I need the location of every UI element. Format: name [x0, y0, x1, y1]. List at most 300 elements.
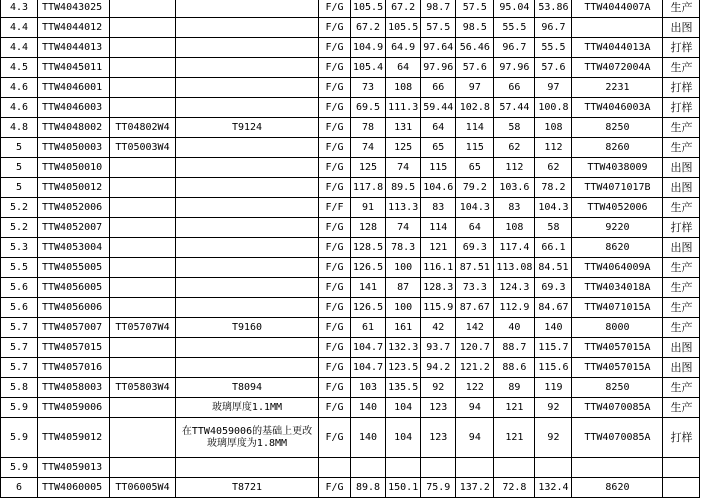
dim-4-cell: 122	[456, 378, 494, 398]
code-cell: TTW4046001	[38, 78, 110, 98]
dim-5-cell: 97.96	[494, 58, 535, 78]
model-cell	[176, 18, 319, 38]
dim-1-cell: 103	[351, 378, 386, 398]
table-row	[1, 318, 700, 338]
dim-2-cell: 105.5	[386, 18, 421, 38]
num-cell: 4.6	[1, 98, 38, 118]
dim-3-cell: 114	[421, 218, 456, 238]
model-cell	[176, 58, 319, 78]
num-cell: 5.9	[1, 458, 38, 478]
code-cell: TTW4046003	[38, 98, 110, 118]
code-cell: TTW4059013	[38, 458, 110, 478]
dim-2-cell: 150.1	[386, 478, 421, 498]
type-cell: F/G	[319, 478, 351, 498]
dim-4-cell: 137.2	[456, 478, 494, 498]
code-cell: TTW4045011	[38, 58, 110, 78]
dim-2-cell: 104	[386, 418, 421, 458]
num-cell: 5	[1, 158, 38, 178]
status-cell: 生产	[663, 118, 700, 138]
ref-code-cell: TTW4046003A	[572, 98, 663, 118]
dim-1-cell: 126.5	[351, 258, 386, 278]
sub-code-cell: TT05003W4	[110, 138, 176, 158]
dim-2-cell: 67.2	[386, 0, 421, 18]
ref-code-cell: 8260	[572, 138, 663, 158]
dim-5-cell: 55.5	[494, 18, 535, 38]
sub-code-cell	[110, 278, 176, 298]
num-cell: 4.5	[1, 58, 38, 78]
dim-2-cell: 100	[386, 258, 421, 278]
status-cell: 生产	[663, 198, 700, 218]
dim-6-cell: 108	[535, 118, 572, 138]
table-row	[1, 338, 700, 358]
type-cell: F/G	[319, 38, 351, 58]
dim-6-cell: 115.6	[535, 358, 572, 378]
dim-2-cell: 123.5	[386, 358, 421, 378]
dim-6-cell: 53.86	[535, 0, 572, 18]
type-cell: F/G	[319, 58, 351, 78]
status-cell: 打样	[663, 78, 700, 98]
dim-5-cell: 40	[494, 318, 535, 338]
table-body	[1, 0, 700, 498]
dim-4-cell: 114	[456, 118, 494, 138]
dim-3-cell: 66	[421, 78, 456, 98]
dim-3-cell: 57.5	[421, 18, 456, 38]
dim-6-cell: 57.6	[535, 58, 572, 78]
dim-3-cell: 64	[421, 118, 456, 138]
code-cell: TTW4056006	[38, 298, 110, 318]
dim-1-cell: 69.5	[351, 98, 386, 118]
dim-1-cell: 105.4	[351, 58, 386, 78]
status-cell	[663, 478, 700, 498]
table-row	[1, 18, 700, 38]
code-cell: TTW4053004	[38, 238, 110, 258]
dim-4-cell: 57.5	[456, 0, 494, 18]
type-cell: F/F	[319, 198, 351, 218]
ref-code-cell: TTW4070085A	[572, 398, 663, 418]
status-cell: 打样	[663, 418, 700, 458]
sub-code-cell: TT06005W4	[110, 478, 176, 498]
model-cell	[176, 198, 319, 218]
dim-6-cell: 62	[535, 158, 572, 178]
num-cell: 5.7	[1, 358, 38, 378]
dim-3-cell: 93.7	[421, 338, 456, 358]
dim-4-cell	[456, 458, 494, 478]
dim-5-cell: 88.6	[494, 358, 535, 378]
model-cell	[176, 138, 319, 158]
status-cell: 出图	[663, 238, 700, 258]
dim-5-cell: 96.7	[494, 38, 535, 58]
type-cell: F/G	[319, 298, 351, 318]
status-cell	[663, 458, 700, 478]
ref-code-cell: TTW4071017B	[572, 178, 663, 198]
dim-3-cell: 115	[421, 158, 456, 178]
status-cell: 出图	[663, 338, 700, 358]
dim-6-cell: 115.7	[535, 338, 572, 358]
status-cell: 出图	[663, 358, 700, 378]
dim-4-cell: 142	[456, 318, 494, 338]
code-cell: TTW4044012	[38, 18, 110, 38]
dim-5-cell	[494, 458, 535, 478]
table-row	[1, 58, 700, 78]
dim-6-cell: 97	[535, 78, 572, 98]
dim-5-cell: 121	[494, 418, 535, 458]
dim-2-cell	[386, 458, 421, 478]
num-cell: 5.6	[1, 298, 38, 318]
type-cell	[319, 458, 351, 478]
dim-2-cell: 87	[386, 278, 421, 298]
dim-6-cell: 84.67	[535, 298, 572, 318]
dim-4-cell: 64	[456, 218, 494, 238]
status-cell: 出图	[663, 18, 700, 38]
code-cell: TTW4050003	[38, 138, 110, 158]
type-cell: F/G	[319, 258, 351, 278]
ref-code-cell	[572, 18, 663, 38]
table-row	[1, 238, 700, 258]
num-cell: 5.9	[1, 418, 38, 458]
num-cell: 4.8	[1, 118, 38, 138]
status-cell: 生产	[663, 138, 700, 158]
dim-3-cell: 98.7	[421, 0, 456, 18]
sub-code-cell	[110, 398, 176, 418]
dim-6-cell: 55.5	[535, 38, 572, 58]
type-cell: F/G	[319, 158, 351, 178]
dim-5-cell: 103.6	[494, 178, 535, 198]
dim-3-cell	[421, 458, 456, 478]
dim-5-cell: 108	[494, 218, 535, 238]
status-cell: 打样	[663, 38, 700, 58]
dim-3-cell: 92	[421, 378, 456, 398]
dim-2-cell: 78.3	[386, 238, 421, 258]
table-row	[1, 398, 700, 418]
dim-1-cell: 89.8	[351, 478, 386, 498]
dim-5-cell: 117.4	[494, 238, 535, 258]
dim-2-cell: 104	[386, 398, 421, 418]
type-cell: F/G	[319, 278, 351, 298]
type-cell: F/G	[319, 0, 351, 18]
ref-code-cell: TTW4072004A	[572, 58, 663, 78]
model-cell	[176, 358, 319, 378]
type-cell: F/G	[319, 218, 351, 238]
code-cell: TTW4050010	[38, 158, 110, 178]
status-cell: 打样	[663, 98, 700, 118]
dim-3-cell: 83	[421, 198, 456, 218]
sub-code-cell	[110, 298, 176, 318]
model-cell	[176, 98, 319, 118]
status-cell: 出图	[663, 178, 700, 198]
dim-2-cell: 64	[386, 58, 421, 78]
dim-6-cell: 58	[535, 218, 572, 238]
dim-5-cell: 58	[494, 118, 535, 138]
ref-code-cell: TTW4057015A	[572, 358, 663, 378]
dim-5-cell: 112.9	[494, 298, 535, 318]
table-row	[1, 218, 700, 238]
num-cell: 5.5	[1, 258, 38, 278]
num-cell: 5	[1, 178, 38, 198]
sub-code-cell	[110, 258, 176, 278]
model-cell: T9124	[176, 118, 319, 138]
dim-4-cell: 121.2	[456, 358, 494, 378]
sub-code-cell	[110, 78, 176, 98]
dim-5-cell: 112	[494, 158, 535, 178]
sub-code-cell	[110, 238, 176, 258]
dim-2-cell: 89.5	[386, 178, 421, 198]
dim-2-cell: 125	[386, 138, 421, 158]
num-cell: 5.7	[1, 338, 38, 358]
model-cell	[176, 218, 319, 238]
dim-2-cell: 74	[386, 218, 421, 238]
dim-1-cell: 125	[351, 158, 386, 178]
dim-4-cell: 87.67	[456, 298, 494, 318]
dim-1-cell	[351, 458, 386, 478]
model-cell	[176, 338, 319, 358]
code-cell: TTW4052007	[38, 218, 110, 238]
model-cell: 在TTW4059006的基础上更改玻璃厚度为1.8MM	[176, 418, 319, 458]
table-row	[1, 158, 700, 178]
dim-6-cell: 69.3	[535, 278, 572, 298]
model-cell	[176, 38, 319, 58]
table-row	[1, 98, 700, 118]
dim-5-cell: 62	[494, 138, 535, 158]
model-cell: T8094	[176, 378, 319, 398]
table-row	[1, 418, 700, 458]
dim-2-cell: 131	[386, 118, 421, 138]
num-cell: 5.9	[1, 398, 38, 418]
dim-2-cell: 111.3	[386, 98, 421, 118]
type-cell: F/G	[319, 398, 351, 418]
status-cell: 出图	[663, 158, 700, 178]
ref-code-cell: TTW4044013A	[572, 38, 663, 58]
dim-3-cell: 104.6	[421, 178, 456, 198]
num-cell: 5.2	[1, 198, 38, 218]
num-cell: 4.4	[1, 18, 38, 38]
sub-code-cell	[110, 58, 176, 78]
model-cell	[176, 178, 319, 198]
dim-3-cell: 65	[421, 138, 456, 158]
dim-4-cell: 94	[456, 398, 494, 418]
type-cell: F/G	[319, 18, 351, 38]
table-row	[1, 358, 700, 378]
ref-code-cell: TTW4057015A	[572, 338, 663, 358]
dim-4-cell: 57.6	[456, 58, 494, 78]
dim-1-cell: 140	[351, 398, 386, 418]
dim-3-cell: 116.1	[421, 258, 456, 278]
sub-code-cell	[110, 158, 176, 178]
dim-3-cell: 94.2	[421, 358, 456, 378]
table-row	[1, 258, 700, 278]
code-cell: TTW4050012	[38, 178, 110, 198]
dim-6-cell: 112	[535, 138, 572, 158]
dim-4-cell: 79.2	[456, 178, 494, 198]
sub-code-cell	[110, 218, 176, 238]
dim-5-cell: 89	[494, 378, 535, 398]
dim-4-cell: 94	[456, 418, 494, 458]
sub-code-cell	[110, 358, 176, 378]
code-cell: TTW4043025	[38, 0, 110, 18]
sub-code-cell	[110, 0, 176, 18]
dim-6-cell: 96.7	[535, 18, 572, 38]
dim-6-cell: 66.1	[535, 238, 572, 258]
dim-3-cell: 115.9	[421, 298, 456, 318]
model-cell	[176, 158, 319, 178]
dim-5-cell: 83	[494, 198, 535, 218]
num-cell: 4.4	[1, 38, 38, 58]
model-cell	[176, 258, 319, 278]
dim-6-cell: 78.2	[535, 178, 572, 198]
table-row	[1, 178, 700, 198]
dim-2-cell: 132.3	[386, 338, 421, 358]
sub-code-cell	[110, 338, 176, 358]
status-cell: 生产	[663, 58, 700, 78]
dim-4-cell: 65	[456, 158, 494, 178]
status-cell: 生产	[663, 378, 700, 398]
dim-1-cell: 91	[351, 198, 386, 218]
dim-1-cell: 128	[351, 218, 386, 238]
num-cell: 4.6	[1, 78, 38, 98]
ref-code-cell: TTW4034018A	[572, 278, 663, 298]
dim-6-cell: 92	[535, 398, 572, 418]
dim-2-cell: 100	[386, 298, 421, 318]
dim-3-cell: 123	[421, 418, 456, 458]
ref-code-cell: TTW4044007A	[572, 0, 663, 18]
code-cell: TTW4044013	[38, 38, 110, 58]
dim-2-cell: 135.5	[386, 378, 421, 398]
code-cell: TTW4055005	[38, 258, 110, 278]
status-cell: 生产	[663, 278, 700, 298]
model-cell	[176, 78, 319, 98]
dim-5-cell: 95.04	[494, 0, 535, 18]
dim-5-cell: 121	[494, 398, 535, 418]
code-cell: TTW4052006	[38, 198, 110, 218]
num-cell: 5.6	[1, 278, 38, 298]
dim-1-cell: 61	[351, 318, 386, 338]
sub-code-cell	[110, 418, 176, 458]
dim-2-cell: 113.3	[386, 198, 421, 218]
ref-code-cell: TTW4070085A	[572, 418, 663, 458]
dim-1-cell: 141	[351, 278, 386, 298]
table-row	[1, 78, 700, 98]
code-cell: TTW4056005	[38, 278, 110, 298]
code-cell: TTW4059012	[38, 418, 110, 458]
dim-4-cell: 115	[456, 138, 494, 158]
model-cell: T9160	[176, 318, 319, 338]
dim-3-cell: 75.9	[421, 478, 456, 498]
sub-code-cell: TT04802W4	[110, 118, 176, 138]
model-cell	[176, 298, 319, 318]
table-row	[1, 278, 700, 298]
dim-5-cell: 66	[494, 78, 535, 98]
sub-code-cell: TT05803W4	[110, 378, 176, 398]
dim-5-cell: 124.3	[494, 278, 535, 298]
dim-6-cell	[535, 458, 572, 478]
dim-4-cell: 104.3	[456, 198, 494, 218]
sub-code-cell	[110, 98, 176, 118]
dim-1-cell: 78	[351, 118, 386, 138]
type-cell: F/G	[319, 98, 351, 118]
model-cell	[176, 458, 319, 478]
dim-1-cell: 73	[351, 78, 386, 98]
code-cell: TTW4059006	[38, 398, 110, 418]
code-cell: TTW4060005	[38, 478, 110, 498]
dim-2-cell: 161	[386, 318, 421, 338]
table-row	[1, 118, 700, 138]
ref-code-cell: 8250	[572, 118, 663, 138]
dim-1-cell: 117.8	[351, 178, 386, 198]
code-cell: TTW4058003	[38, 378, 110, 398]
ref-code-cell: 8250	[572, 378, 663, 398]
dim-3-cell: 42	[421, 318, 456, 338]
dim-1-cell: 140	[351, 418, 386, 458]
table-row	[1, 378, 700, 398]
code-cell: TTW4057016	[38, 358, 110, 378]
dim-6-cell: 140	[535, 318, 572, 338]
num-cell: 4.3	[1, 0, 38, 18]
sub-code-cell	[110, 178, 176, 198]
type-cell: F/G	[319, 318, 351, 338]
table-row	[1, 138, 700, 158]
dim-5-cell: 113.08	[494, 258, 535, 278]
dim-2-cell: 74	[386, 158, 421, 178]
sub-code-cell: TT05707W4	[110, 318, 176, 338]
dim-2-cell: 64.9	[386, 38, 421, 58]
sub-code-cell	[110, 18, 176, 38]
num-cell: 5	[1, 138, 38, 158]
dim-3-cell: 121	[421, 238, 456, 258]
code-cell: TTW4057007	[38, 318, 110, 338]
ref-code-cell: 8620	[572, 478, 663, 498]
dim-3-cell: 97.64	[421, 38, 456, 58]
type-cell: F/G	[319, 358, 351, 378]
sub-code-cell	[110, 198, 176, 218]
model-cell	[176, 0, 319, 18]
type-cell: F/G	[319, 78, 351, 98]
dim-4-cell: 102.8	[456, 98, 494, 118]
table-row	[1, 198, 700, 218]
dim-6-cell: 104.3	[535, 198, 572, 218]
dim-1-cell: 126.5	[351, 298, 386, 318]
dim-1-cell: 104.7	[351, 358, 386, 378]
dim-2-cell: 108	[386, 78, 421, 98]
type-cell: F/G	[319, 338, 351, 358]
model-cell	[176, 278, 319, 298]
table-row	[1, 458, 700, 478]
status-cell: 生产	[663, 0, 700, 18]
dim-4-cell: 97	[456, 78, 494, 98]
dim-4-cell: 69.3	[456, 238, 494, 258]
table-row	[1, 38, 700, 58]
dim-6-cell: 132.4	[535, 478, 572, 498]
dim-1-cell: 104.9	[351, 38, 386, 58]
ref-code-cell: 8000	[572, 318, 663, 338]
type-cell: F/G	[319, 238, 351, 258]
dim-3-cell: 128.3	[421, 278, 456, 298]
ref-code-cell: 9220	[572, 218, 663, 238]
dim-4-cell: 73.3	[456, 278, 494, 298]
dim-3-cell: 59.44	[421, 98, 456, 118]
ref-code-cell: 8620	[572, 238, 663, 258]
dim-1-cell: 105.5	[351, 0, 386, 18]
status-cell: 生产	[663, 318, 700, 338]
num-cell: 6	[1, 478, 38, 498]
table-row	[1, 298, 700, 318]
dim-1-cell: 74	[351, 138, 386, 158]
type-cell: F/G	[319, 178, 351, 198]
code-cell: TTW4057015	[38, 338, 110, 358]
sub-code-cell	[110, 38, 176, 58]
dim-1-cell: 104.7	[351, 338, 386, 358]
num-cell: 5.3	[1, 238, 38, 258]
dim-1-cell: 67.2	[351, 18, 386, 38]
ref-code-cell: 2231	[572, 78, 663, 98]
